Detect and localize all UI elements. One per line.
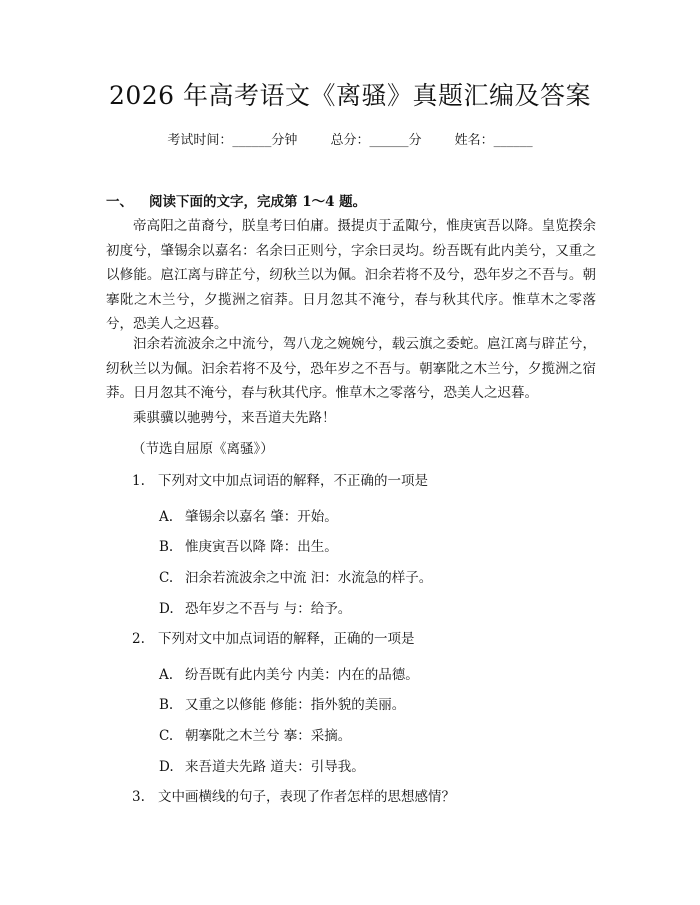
question-number: 3. [132,789,145,805]
option-text: 惟庚寅吾以降 降：出生。 [185,539,338,555]
question-2-option-d [159,757,365,777]
question-number: 2. [132,631,145,647]
option-text: 汩余若流波余之中流 汩：水流急的样子。 [185,570,433,586]
question-1-option-b [159,537,338,557]
question-2 [132,629,415,649]
passage-source: （节选自屈原《离骚》） [132,441,274,457]
total-score-field: 总分：______分 [330,133,422,148]
exam-time-field: 考试时间：______分钟 [167,133,298,148]
section-number: 一、 [106,194,133,210]
option-text: 恐年岁之不吾与 与：给予。 [185,601,352,617]
question-2-option-c [159,726,351,746]
question-1-option-a [159,507,338,527]
section-instruction: 阅读下面的文字，完成第 1～4 题。 [149,194,367,210]
option-text: 又重之以修能 修能：指外貌的美丽。 [185,697,406,713]
option-text: 来吾道夫先路 道夫：引导我。 [185,759,365,775]
passage-paragraph-3: 乘骐骥以驰骋兮，来吾道夫先路！ [133,410,336,426]
option-label: C. [159,570,174,586]
question-3 [132,787,455,807]
option-label: D. [159,601,174,617]
question-text: 下列对文中加点词语的解释，正确的一项是 [158,631,415,647]
option-text: 纷吾既有此内美兮 内美：内在的品德。 [185,667,419,683]
student-name-field: 姓名：______ [454,133,533,148]
question-2-option-b [159,695,405,715]
page-title: 2026 年高考语文《离骚》真题汇编及答案 [108,81,592,110]
passage-paragraph-2: 汩余若流波余之中流兮，驾八龙之婉婉兮，载云旗之委蛇。扈江离与辟芷兮，纫秋兰以为佩。汩余若将不及兮，恐年岁之不吾与。朝搴阰之木兰兮，夕揽洲之宿莽。日月忽其不淹兮，春与秋其代序。惟草木之零落兮，恐美人之迟暮。 [106,336,596,401]
option-label: D. [159,759,174,775]
option-text: 肇锡余以嘉名 肇：开始。 [185,509,338,525]
option-text: 朝搴阰之木兰兮 搴：采摘。 [185,728,352,744]
option-label: A. [159,509,174,525]
option-label: A. [159,667,174,683]
option-label: B. [159,697,174,713]
option-label: B. [159,539,174,555]
section-heading [106,192,366,212]
exam-meta-line [0,131,700,151]
question-1-option-d [159,599,351,619]
option-label: C. [159,728,174,744]
question-number: 1. [132,473,145,489]
question-text: 下列对文中加点词语的解释，不正确的一项是 [158,473,428,489]
passage-paragraph-1: 帝高阳之苗裔兮，朕皇考曰伯庸。摄提贞于孟陬兮，惟庚寅吾以降。皇览揆余初度兮，肇锡余以嘉名：名余曰正则兮，字余曰灵均。纷吾既有此内美兮，又重之以修能。扈江离与辟芷兮，纫秋兰以为佩。汩余若将不及兮，恐年岁之不吾与。朝搴阰之木兰兮，夕揽洲之宿莽。日月忽其不淹兮，春与秋其代序。惟草木之零落兮，恐美人之迟暮。 [106,218,596,332]
question-1 [132,471,428,491]
question-2-option-a [159,665,419,685]
question-text: 文中画横线的句子，表现了作者怎样的思想感情？ [158,789,455,805]
question-1-option-c [159,568,432,588]
